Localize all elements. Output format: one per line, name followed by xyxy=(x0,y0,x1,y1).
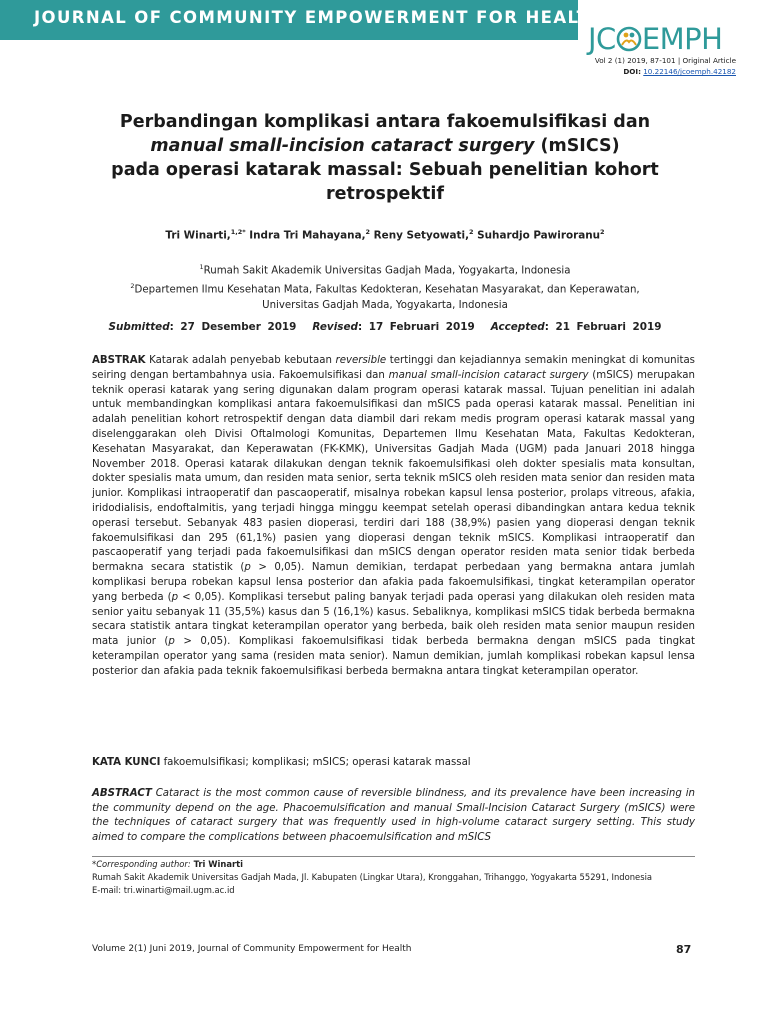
kata-kunci xyxy=(92,757,695,768)
journal-banner xyxy=(0,0,605,40)
accepted-label: Accepted xyxy=(490,321,545,333)
p-value-symbol: p xyxy=(244,562,251,574)
doi-link[interactable]: 10.22146/jcoemph.42182 xyxy=(643,67,736,76)
abstract-text: Cataract is the most common cause of reversible blindness, and its prevalence have been increasing in the community depend on the age. Phacoemulsification and manual Small-Incision Cataract Surgery (mSICS) were the techniques of cataract surgery that was frequently used in high-volume cataract surgery setting. This study aimed to compare the complications between phacoemulsification and mSICS xyxy=(92,788,695,843)
affiliation-sup: 2 xyxy=(130,281,135,290)
corresponding-address: Rumah Sakit Akademik Universitas Gadjah Mada, Jl. Kabupaten (Lingkar Utara), Kronggahan, Trihanggo, Yogyakarta 55291, Indonesia xyxy=(92,871,653,882)
title-line-1: Perbandingan komplikasi antara fakoemulsifikasi dan xyxy=(119,112,651,132)
doi-label: DOI: xyxy=(623,67,641,76)
abstrak-italic: reversible xyxy=(335,355,387,366)
corresponding-name: Tri Winarti xyxy=(190,859,244,869)
abstrak-text: > 0,05). Komplikasi fakoemulsifikasi tidak berbeda bermakna dengan mSICS pada tingkat keterampilan operator yang sama (residen mata senior). Namun demikian, jumlah komplikasi robekan kapsul lensa posterior dan afakia pada teknik fakoemulsifikasi berbeda bermakna antara tingkat keterampilan operator. xyxy=(92,636,695,677)
author-name: Suhardjo Pawiroranu xyxy=(473,229,601,242)
abstrak-italic: manual small-incision cataract surgery xyxy=(388,369,589,381)
author-name: Reny Setyowati, xyxy=(370,229,470,242)
corresponding-label: *Corresponding author: xyxy=(92,859,191,869)
affiliation-text: Rumah Sakit Akademik Universitas Gadjah Mada, Yogyakarta, Indonesia xyxy=(203,265,571,277)
page-footer: Volume 2(1) Juni 2019, Journal of Community Empowerment for Health xyxy=(92,944,412,954)
abstrak-text: Katarak adalah penyebab kebutaan xyxy=(145,355,336,366)
author-list xyxy=(60,228,710,241)
article-dates xyxy=(60,321,710,333)
title-italic: manual small-incision cataract surgery xyxy=(150,136,535,156)
title-line-2-rest: (mSICS) xyxy=(534,136,620,156)
abstrak-paragraph xyxy=(92,354,695,680)
corresponding-footnote xyxy=(92,858,695,896)
author-name: Indra Tri Mahayana, xyxy=(245,229,366,242)
article-title xyxy=(90,110,680,206)
corresponding-line xyxy=(92,858,695,871)
abstract-label: ABSTRACT xyxy=(92,788,152,799)
affiliations xyxy=(60,260,710,313)
revised-label: Revised xyxy=(312,321,358,333)
logo-text-jc: JC xyxy=(588,22,616,56)
author-name: Tri Winarti, xyxy=(165,229,231,242)
author-sup: 2 xyxy=(365,228,371,236)
journal-logo xyxy=(588,22,722,56)
submitted-date: : 27 Desember 2019 xyxy=(169,321,297,333)
title-line-4: retrospektif xyxy=(326,184,444,204)
abstract-english xyxy=(92,787,695,845)
kata-kunci-text: fakoemulsifikasi; komplikasi; mSICS; operasi katarak massal xyxy=(160,757,471,768)
accepted-date: : 21 Februari 2019 xyxy=(544,321,662,333)
abstrak-text: > 0,05). Namun demikian, terdapat perbedaan yang bermakna antara jumlah komplikasi berupa robekan kapsul lensa posterior dan afakia pada fakoemulsifikasi, tingkat keterampilan operator yang berbeda ( xyxy=(92,562,695,603)
affiliation-sup: 1 xyxy=(199,263,204,271)
article-meta xyxy=(595,55,736,77)
author-sup: 1,2* xyxy=(230,228,246,236)
affiliation-1 xyxy=(60,260,710,279)
p-value-symbol: p xyxy=(171,591,179,603)
abstrak-label: ABSTRAK xyxy=(92,355,146,366)
submitted-label: Submitted xyxy=(108,321,170,333)
page-number: 87 xyxy=(676,943,692,956)
affiliation-2 xyxy=(60,279,710,298)
corresponding-email: E-mail: tri.winarti@mail.ugm.ac.id xyxy=(92,884,235,895)
abstrak-text: tertinggi dan kejadiannya semakin meningkat di komunitas seiring dengan bertambahnya usia. Fakoemulsifikasi dan xyxy=(92,355,695,381)
affiliation-text: Departemen Ilmu Kesehatan Mata, Fakultas Kedokteran, Kesehatan Masyarakat, dan Keperawatan, xyxy=(134,284,640,296)
logo-people-icon xyxy=(616,22,642,56)
kata-kunci-label: KATA KUNCI xyxy=(92,757,161,768)
doi-line xyxy=(595,66,736,77)
author-sup: 2 xyxy=(600,228,605,236)
journal-title: JOURNAL OF COMMUNITY EMPOWERMENT FOR HEALTH xyxy=(34,8,605,27)
abstrak-text: < 0,05). Komplikasi tersebut paling banyak terjadi pada operasi yang dilakukan oleh residen mata senior yaitu sebanyak 11 (35,5%) kasus dan 5 (16,1%) kasus. Sebaliknya, komplikasi mSICS tidak berbeda bermakna secara statistik antara tingkat keterampilan operator yang berbeda, baik oleh residen mata senior maupun residen mata junior ( xyxy=(92,591,695,648)
affiliation-2-line-2: Universitas Gadjah Mada, Yogyakarta, Indonesia xyxy=(262,299,508,311)
logo-text-emph: EMPH xyxy=(641,22,723,56)
revised-date: : 17 Februari 2019 xyxy=(357,321,475,333)
title-line-2 xyxy=(90,134,680,158)
volume-info: Vol 2 (1) 2019, 87-101 | Original Article xyxy=(594,56,736,65)
footnote-divider xyxy=(92,856,695,857)
abstrak-text: (mSICS) merupakan teknik operasi katarak yang sering digunakan dalam program operasi katarak massal. Tujuan penelitian ini adalah untuk membandingkan komplikasi antara fakoemulsifikasi dan mSICS pada operasi katarak massal. Penelitian ini adalah penelitian kohort retrospektif dengan data diambil dari rekam medis program operasi katarak massal yang diselenggarakan oleh Divisi Oftalmologi Komunitas, Departemen Ilmu Kesehatan Mata, Fakultas Kedokteran, Kesehatan Masyarakat, dan Keperawatan (FK-KMK), Universitas Gadjah Mada (UGM) pada Januari 2018 hingga November 2018. Operasi katarak dilakukan dengan teknik fakoemulsifikasi oleh dokter spesialis mata konsultan, dokter spesialis mata umum, dan residen mata senior, serta teknik mSICS oleh residen mata senior dan residen mata junior. Komplikasi intraoperatif dan pascaoperatif, misalnya robekan kapsul lensa posterior, prolaps vitreous, afakia, iridodialisis, endoftalmitis, yang terjadi hingga minggu keempat setelah operasi dibandingkan antara kedua teknik operasi tersebut. Sebanyak 483 pasien dioperasi, terdiri dari 188 (38,9%) pasien yang dioperasi dengan teknik fakoemulsifikasi dan 295 (61,1%) pasien yang dioperasi dengan teknik mSICS. Komplikasi intraoperatif dan pascaoperatif yang terjadi pada fakoemulsifikasi dan mSICS dengan operator residen mata senior tidak berbeda bermakna secara statistik ( xyxy=(92,369,695,574)
title-line-3: pada operasi katarak massal: Sebuah penelitian kohort xyxy=(111,160,659,180)
author-sup: 2 xyxy=(469,228,474,236)
p-value-symbol: p xyxy=(168,636,175,648)
